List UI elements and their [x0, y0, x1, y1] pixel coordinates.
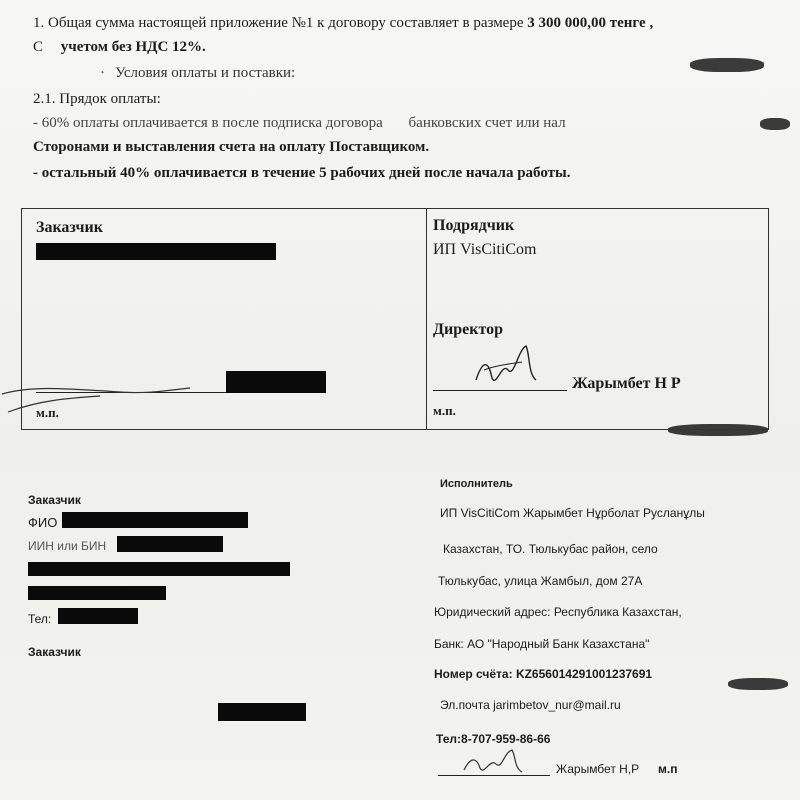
total-amount: 3 300 000,00 тенге ,	[527, 15, 654, 31]
paragraph-1-text: 1. Общая сумма настоящей приложение №1 к договору составляет в размере	[33, 15, 524, 31]
redacted-customer-signature	[218, 703, 306, 721]
contractor-company: ИП VisCitiCom	[433, 241, 537, 258]
section-2-heading-text: Условия оплаты и поставки:	[115, 65, 296, 81]
executor-line-1: ИП VisCitiCom Жарымбет Нұрболат Русланұлы	[440, 506, 705, 520]
executor-signature	[460, 746, 530, 780]
redacted-customer-address	[28, 562, 290, 576]
scan-smudge	[760, 118, 790, 130]
bullet-dot: ·	[100, 65, 105, 81]
redacted-customer-bank	[28, 586, 166, 600]
executor-line-5: Банк: АО "Народный Банк Казахстана"	[434, 637, 650, 651]
payment-line-1-a: - 60% оплаты оплачивается в после подписка договора	[33, 115, 383, 131]
customer-footer-heading: Заказчик	[28, 645, 81, 659]
executor-line-6: Номер счёта: KZ656014291001237691	[434, 667, 653, 681]
section-2-1-heading: 2.1. Прядок оплаты:	[33, 91, 161, 107]
section-2-heading	[100, 66, 295, 81]
customer-heading: Заказчик	[36, 219, 103, 236]
paragraph-1-c: С	[33, 39, 44, 55]
customer-block-heading: Заказчик	[28, 493, 81, 507]
scan-smudge	[690, 58, 764, 72]
contractor-signature	[470, 340, 560, 392]
redacted-customer-id	[117, 536, 223, 552]
customer-id-label: ИИН или БИН	[28, 539, 107, 553]
redacted-customer-phone	[58, 608, 138, 624]
executor-line-7: Эл.почта jarimbetov_nur@mail.ru	[440, 698, 621, 712]
scan-smudge	[728, 678, 788, 690]
redacted-customer-signer	[226, 371, 326, 393]
customer-phone-label: Тел:	[28, 612, 52, 626]
paragraph-1-line-2	[33, 40, 206, 55]
executor-line-3: Тюлькубас, улица Жамбыл, дом 27А	[438, 574, 643, 588]
executor-line-2: Казахстан, ТО. Тюлькубас район, село	[443, 542, 658, 556]
executor-stamp: м.п	[658, 762, 678, 776]
payment-line-1	[33, 116, 566, 131]
executor-line-4: Юридический адрес: Республика Казахстан,	[434, 605, 682, 619]
redacted-customer-fio	[62, 512, 248, 528]
vat-note: учетом без НДС 12%.	[60, 39, 206, 55]
customer-stamp: м.п.	[36, 405, 59, 420]
contractor-heading: Подрядчик	[433, 217, 515, 234]
paragraph-1-line-1	[33, 16, 653, 31]
executor-signer: Жарымбет Н,Р	[556, 762, 640, 776]
redacted-customer-name	[36, 243, 276, 260]
payment-line-2: Сторонами и выставления счета на оплату Поставщиком.	[33, 139, 430, 155]
contractor-role: Директор	[433, 321, 503, 338]
contractor-signer: Жарымбет Н Р	[572, 375, 681, 392]
contractor-stamp: м.п.	[433, 403, 456, 418]
executor-heading: Исполнитель	[440, 478, 513, 490]
table-divider	[426, 209, 427, 429]
payment-line-3: - остальный 40% оплачивается в течение 5 рабочих дней после начала работы.	[33, 165, 571, 181]
customer-name-label: ФИО	[28, 515, 58, 530]
payment-line-1-b: банковских счет или нал	[408, 115, 566, 131]
executor-line-8: Тел:8-707-959-86-66	[436, 732, 551, 746]
